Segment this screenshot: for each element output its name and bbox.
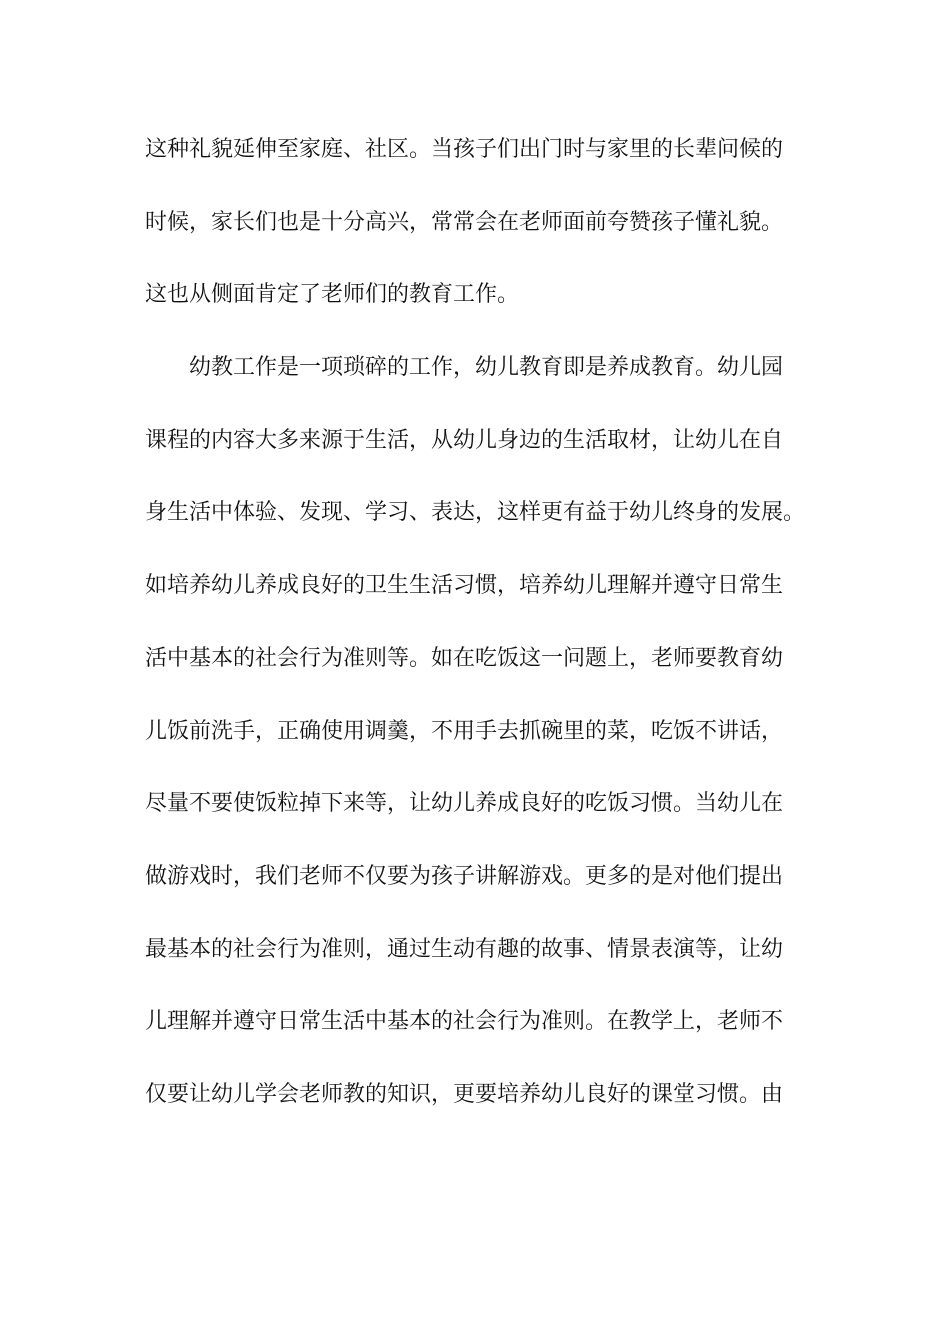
body-text: [145, 120, 835, 1138]
text-line: 时候，家长们也是十分高兴，常常会在老师面前夸赞孩子懂礼貌。: [145, 209, 784, 235]
text-line: 儿饭前洗手，正确使用调羹，不用手去抓碗里的菜，吃饭不讲话，: [145, 718, 784, 744]
text-line: 这种礼貌延伸至家庭、社区。当孩子们出门时与家里的长辈问候的: [145, 137, 784, 162]
text-line: 做游戏时，我们老师不仅要为孩子讲解游戏。更多的是对他们提出: [145, 863, 784, 889]
text-line: 仅要让幼儿学会老师教的知识，更要培养幼儿良好的课堂习惯。由: [145, 1081, 784, 1107]
text-line: 儿理解并遵守日常生活中基本的社会行为准则。在教学上，老师不: [145, 1009, 784, 1035]
text-line: 尽量不要使饭粒掉下来等，让幼儿养成良好的吃饭习惯。当幼儿在: [145, 791, 784, 817]
text-line: 活中基本的社会行为准则等。如在吃饭这一问题上，老师要教育幼: [145, 645, 784, 671]
paragraph-first-line: 幼教工作是一项琐碎的工作，幼儿教育即是养成教育。幼儿园: [189, 355, 784, 381]
text-line: 身生活中体验、发现、学习、表达，这样更有益于幼儿终身的发展。: [145, 500, 806, 526]
text-line: 课程的内容大多来源于生活，从幼儿身边的生活取材，让幼儿在自: [145, 427, 784, 453]
text-line: 如培养幼儿养成良好的卫生生活习惯，培养幼儿理解并遵守日常生: [145, 573, 784, 599]
text-line: 最基本的社会行为准则，通过生动有趣的故事、情景表演等，让幼: [145, 936, 784, 962]
text-line: 这也从侧面肯定了老师们的教育工作。: [145, 282, 520, 308]
